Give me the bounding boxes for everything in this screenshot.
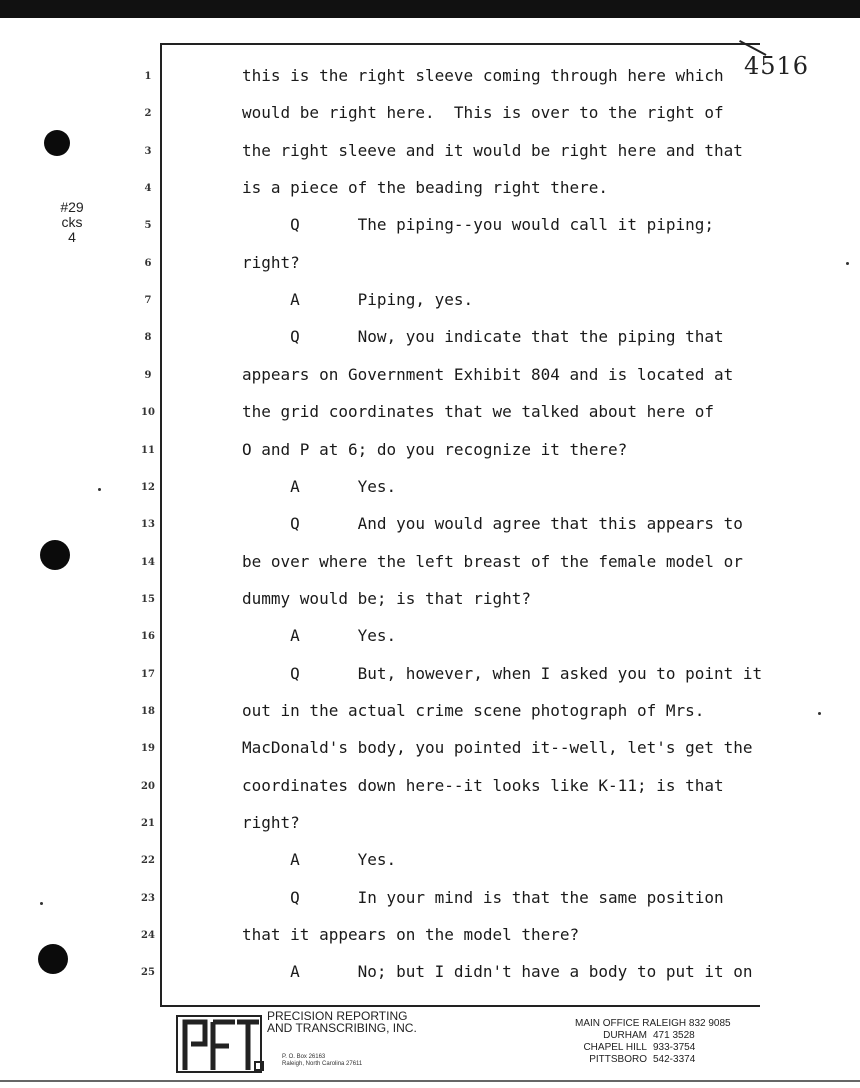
margin-note-line: #29: [60, 199, 84, 215]
office-city: CHAPEL HILL: [583, 1042, 647, 1053]
line-number: 16: [141, 631, 155, 643]
office-row: [575, 1042, 731, 1054]
firm-address-line: Raleigh, North Carolina 27611: [282, 1061, 363, 1067]
speck: [818, 712, 821, 715]
line-number: 21: [141, 818, 155, 829]
margin-note-line: cks: [61, 214, 83, 230]
margin-note-line: 4: [68, 229, 76, 245]
firm-name: [267, 1010, 417, 1034]
transcript-line: MacDonald's body, you pointed it--well, let's get the: [242, 738, 753, 758]
office-phone: 933-3754: [653, 1042, 696, 1053]
transcript-line: O and P at 6; do you recognize it there?: [242, 439, 628, 459]
line-number: 3: [144, 145, 152, 157]
line-number: 23: [141, 892, 155, 904]
line-number: 11: [141, 444, 155, 456]
transcript-line: right?: [242, 813, 300, 832]
transcript-line: coordinates down here--it looks like K-11; is that: [242, 775, 724, 795]
line-number: 18: [141, 705, 155, 717]
transcript-line: A Yes.: [242, 626, 397, 646]
transcript-line: A Piping, yes.: [242, 290, 474, 310]
page-number: 4516: [744, 52, 810, 80]
firm-name-line: PRECISION REPORTING: [267, 1009, 408, 1023]
transcript-line: A Yes.: [242, 476, 397, 496]
line-number: 9: [144, 369, 152, 381]
speck: [40, 902, 43, 905]
office-row: [575, 1030, 731, 1042]
transcript-line: the grid coordinates that we talked about here of: [242, 402, 715, 422]
transcript-line: be over where the left breast of the female model or: [242, 551, 743, 571]
transcript-line: Q Now, you indicate that the piping that: [242, 327, 724, 347]
office-city: PITTSBORO: [589, 1054, 647, 1065]
line-number: 20: [141, 780, 155, 792]
line-number: 13: [141, 519, 155, 531]
line-number: 25: [141, 967, 155, 979]
transcript-line: Q And you would agree that this appears to: [242, 514, 743, 534]
line-number: 22: [141, 855, 155, 867]
line-number: 1: [144, 71, 152, 82]
binder-hole-top: [44, 130, 70, 156]
office-row: [575, 1054, 731, 1066]
transcript-line: the right sleeve and it would be right here and that: [242, 140, 743, 160]
footer-rule: [0, 1080, 860, 1082]
transcript-line: right?: [242, 252, 300, 272]
office-phone: 471 3528: [653, 1030, 695, 1041]
transcript-line: out in the actual crime scene photograph of Mrs.: [242, 700, 705, 720]
transcript-line: appears on Government Exhibit 804 and is located at: [242, 364, 734, 384]
transcript-line: A No; but I didn't have a body to put it on: [242, 962, 753, 982]
top-border: [0, 0, 860, 18]
line-number: 2: [144, 108, 152, 120]
office-city: DURHAM: [603, 1030, 647, 1041]
firm-address-line: P. O. Box 26163: [282, 1054, 326, 1060]
transcript-line: would be right here. This is over to the right of: [242, 103, 724, 123]
pt-logo-image: [175, 1012, 265, 1076]
transcript-line: is a piece of the beading right there.: [242, 178, 609, 198]
transcript-line: Q But, however, when I asked you to point it: [242, 663, 763, 683]
line-number: 10: [141, 407, 155, 419]
line-number: 14: [141, 556, 155, 568]
line-number: 17: [141, 668, 155, 680]
transcript-line: this is the right sleeve coming through here which: [242, 66, 724, 85]
line-number: 6: [144, 257, 152, 269]
transcript-line: A Yes.: [242, 850, 397, 870]
office-list: [575, 1018, 731, 1066]
line-number: 4: [144, 183, 152, 195]
line-number: 19: [141, 743, 155, 755]
transcript-line: Q The piping--you would call it piping;: [242, 215, 715, 235]
office-phone: 542-3374: [653, 1054, 696, 1065]
line-number: 24: [141, 930, 155, 942]
line-number: 12: [141, 481, 155, 493]
line-number: 7: [144, 295, 152, 307]
margin-note: [52, 200, 92, 245]
main-office: MAIN OFFICE RALEIGH 832 9085: [575, 1018, 731, 1029]
line-number: 5: [144, 220, 152, 232]
transcript-line: dummy would be; is that right?: [242, 588, 531, 608]
binder-hole-middle: [40, 540, 70, 570]
speck: [98, 488, 101, 491]
line-number: 15: [141, 593, 155, 605]
firm-address: [282, 1054, 362, 1068]
binder-hole-bottom: [38, 944, 68, 974]
line-number: 8: [144, 332, 152, 344]
transcript-line: that it appears on the model there?: [242, 925, 580, 945]
speck: [846, 262, 849, 265]
firm-name-line: AND TRANSCRIBING, INC.: [267, 1021, 417, 1035]
transcript-line: Q In your mind is that the same position: [242, 887, 724, 907]
